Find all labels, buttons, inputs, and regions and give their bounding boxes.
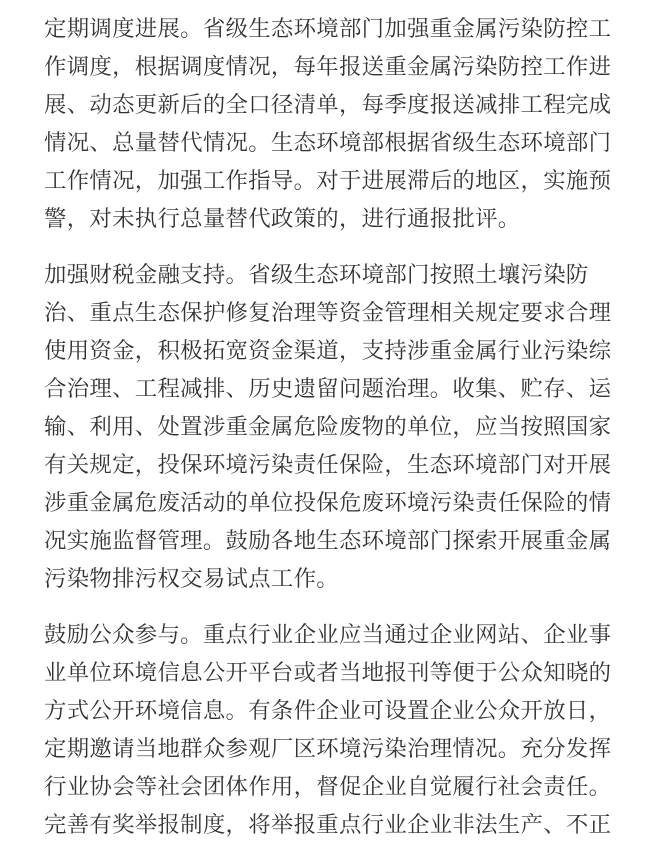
- text-line: 有关规定，投保环境污染责任保险，生态环境部门对开展: [44, 452, 612, 478]
- text-line: 合治理、工程减排、历史遗留问题治理。收集、贮存、运: [44, 376, 612, 402]
- text-line: 警，对未执行总量替代政策的，进行通报批评。: [44, 206, 521, 232]
- text-line: 业单位环境信息公开平台或者当地报刊等便于公众知晓的: [44, 660, 612, 686]
- paragraph-fiscal-support: [44, 256, 644, 598]
- text-line: 定期调度进展。省级生态环境部门加强重金属污染防控工: [44, 16, 612, 42]
- text-line: 情况、总量替代情况。生态环境部根据省级生态环境部门: [44, 130, 612, 156]
- text-line: 行业协会等社会团体作用，督促企业自觉履行社会责任。: [44, 774, 612, 800]
- paragraph-scheduling-progress: [44, 10, 644, 238]
- paragraph-public-participation: [44, 616, 644, 844]
- article-body: [44, 10, 644, 862]
- text-line: 况实施监督管理。鼓励各地生态环境部门探索开展重金属: [44, 528, 612, 554]
- text-line: 治、重点生态保护修复治理等资金管理相关规定要求合理: [44, 300, 612, 326]
- text-line: 方式公开环境信息。有条件企业可设置企业公众开放日，: [44, 698, 612, 724]
- text-line: 展、动态更新后的全口径清单，每季度报送减排工程完成: [44, 92, 612, 118]
- text-line: 工作情况，加强工作指导。对于进展滞后的地区，实施预: [44, 168, 612, 194]
- text-line: 污染物排污权交易试点工作。: [44, 566, 339, 592]
- text-line: 定期邀请当地群众参观厂区环境污染治理情况。充分发挥: [44, 736, 612, 762]
- text-line: 加强财税金融支持。省级生态环境部门按照土壤污染防: [44, 262, 589, 288]
- text-line: 作调度，根据调度情况，每年报送重金属污染防控工作进: [44, 54, 612, 80]
- text-line: 完善有奖举报制度，将举报重点行业企业非法生产、不正: [44, 812, 612, 838]
- text-line: 输、利用、处置涉重金属危险废物的单位，应当按照国家: [44, 414, 612, 440]
- text-line: 涉重金属危废活动的单位投保危废环境污染责任保险的情: [44, 490, 612, 516]
- text-line: 鼓励公众参与。重点行业企业应当通过企业网站、企业事: [44, 622, 612, 648]
- text-line: 使用资金，积极拓宽资金渠道，支持涉重金属行业污染综: [44, 338, 612, 364]
